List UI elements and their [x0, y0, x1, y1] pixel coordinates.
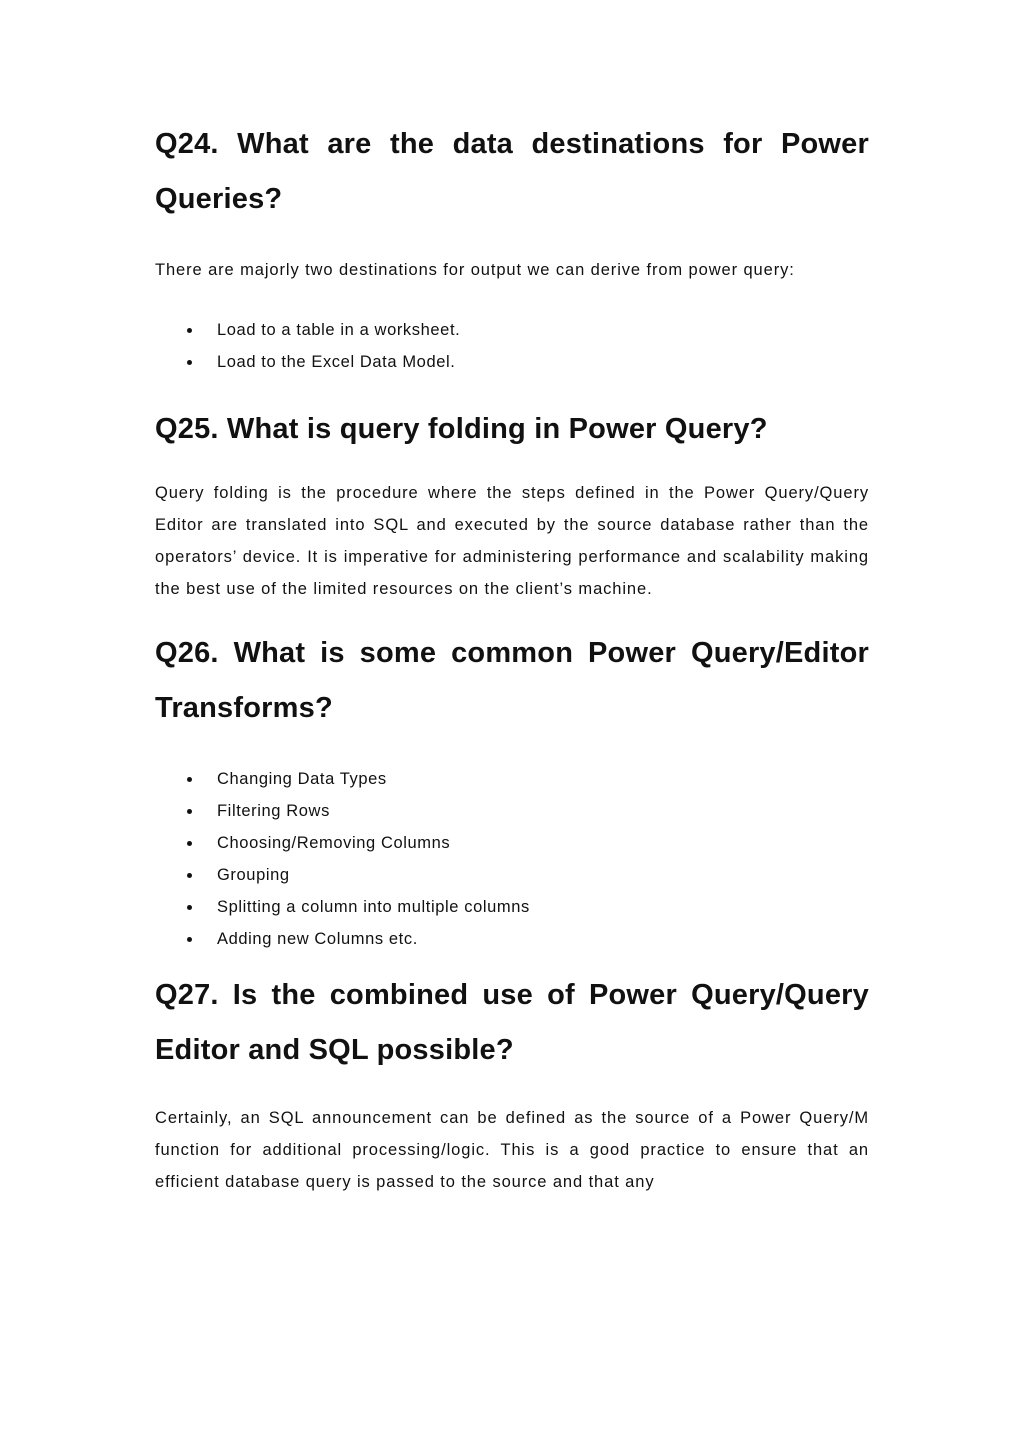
- list-item: Filtering Rows: [155, 795, 869, 827]
- answer-paragraph-q24: There are majorly two destinations for output we can derive from power query:: [155, 261, 795, 279]
- bullet-list-q26: [155, 763, 869, 955]
- list-item: Splitting a column into multiple columns: [155, 891, 869, 923]
- list-item: Grouping: [155, 859, 869, 891]
- list-item: Changing Data Types: [155, 763, 869, 795]
- question-heading-q26: Q26. What is some common Power Query/Editor Transforms?: [155, 637, 869, 724]
- question-heading-q27: Q27. Is the combined use of Power Query/Query Editor and SQL possible?: [155, 979, 869, 1066]
- answer-paragraph-q27: Certainly, an SQL announcement can be defined as the source of a Power Query/M function for additional processing/logic. This is a good practice to ensure that an efficient database query is passed to the source and that any: [155, 1109, 869, 1191]
- question-heading-q24: Q24. What are the data destinations for Power Queries?: [155, 128, 869, 215]
- list-item: Load to a table in a worksheet.: [155, 314, 869, 346]
- answer-paragraph-q25: Query folding is the procedure where the steps defined in the Power Query/Query Editor are translated into SQL and executed by the source database rather than the operators’ device. It is imperative for administering performance and scalability making the best use of the limited resources on the client’s machine.: [155, 484, 869, 598]
- question-heading-q25: Q25. What is query folding in Power Query?: [155, 413, 768, 445]
- document-page: [155, 112, 869, 1198]
- list-item: Choosing/Removing Columns: [155, 827, 869, 859]
- list-item: Load to the Excel Data Model.: [155, 346, 869, 378]
- list-item: Adding new Columns etc.: [155, 923, 869, 955]
- bullet-list-q24: [155, 314, 869, 378]
